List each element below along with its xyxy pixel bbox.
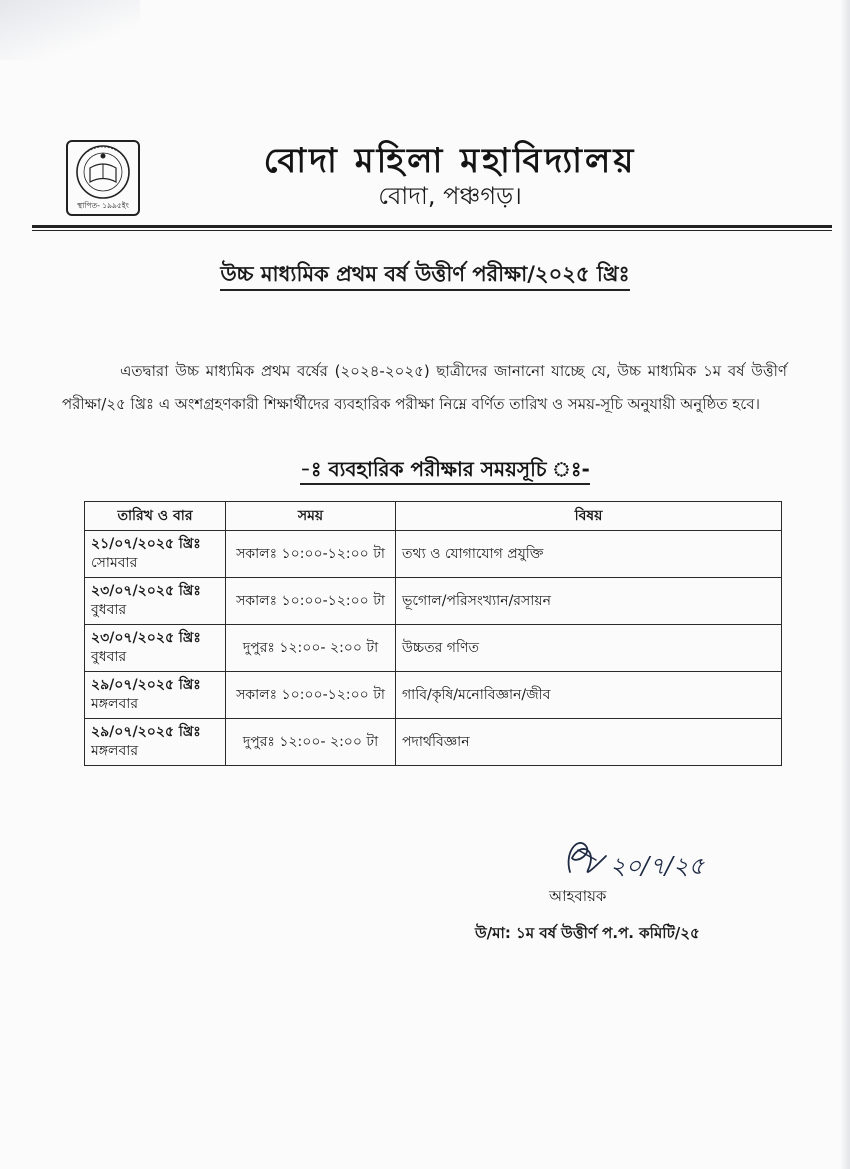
college-name: বোদা মহিলা মহাবিদ্যালয়: [263, 141, 637, 181]
exam-subject: উচ্চতর গণিত: [396, 625, 782, 672]
exam-date: ২৯/০৭/২০২৫ খ্রিঃ: [91, 677, 201, 693]
scan-corner-shade: [0, 0, 140, 60]
table-header-row: [85, 502, 782, 531]
scan-edge-shade: [840, 0, 850, 1169]
exam-day: বুধবার: [91, 602, 127, 618]
exam-date: ২৩/০৭/২০২৫ খ্রিঃ: [91, 630, 201, 646]
table-row: [85, 672, 782, 719]
schedule-heading-text: -ঃ ব্যবহারিক পরীক্ষার সময়সূচি ঃ-: [300, 457, 590, 485]
table-row: [85, 578, 782, 625]
exam-date: ২৩/০৭/২০২৫ খ্রিঃ: [91, 583, 201, 599]
exam-time: সকালঃ ১০:০০-১২:০০ টা: [226, 672, 396, 719]
exam-title: [0, 258, 850, 293]
exam-subject: পদার্থবিজ্ঞান: [396, 719, 782, 766]
exam-subject: তথ্য ও যোগাযোগ প্রযুক্তি: [396, 531, 782, 578]
college-seal-logo: [66, 140, 140, 216]
convener-label: আহবায়ক: [549, 887, 607, 905]
table-row: [85, 719, 782, 766]
seal-emblem-icon: [68, 142, 138, 214]
exam-time: সকালঃ ১০:০০-১২:০০ টা: [226, 531, 396, 578]
convener-signature: [558, 830, 728, 890]
table-row: [85, 531, 782, 578]
exam-subject: ভূগোল/পরিসংখ্যান/রসায়ন: [396, 578, 782, 625]
notice-paragraph: এতদ্বারা উচ্চ মাধ্যমিক প্রথম বর্ষের (২০২৪-২০২৫) ছাত্রীদের জানানো যাচ্ছে যে, উচ্চ মাধ্যমিক ১ম বর্ষ উত্তীর্ণ পরীক্ষা/২৫ খ্রিঃ এ অংশগ্রহণকারী শিক্ষার্থীদের ব্যবহারিক পরীক্ষা নিম্নে বর্ণিত তারিখ ও সময়-সূচি অনুযায়ী অনুষ্ঠিত হবে।: [62, 362, 787, 413]
exam-day: বুধবার: [91, 649, 127, 665]
schedule-heading: [0, 455, 850, 488]
exam-day: মঙ্গলবার: [91, 743, 139, 759]
exam-title-text: উচ্চ মাধ্যমিক প্রথম বর্ষ উত্তীর্ণ পরীক্ষা/২০২৫ খ্রিঃ: [220, 262, 629, 291]
header-subject: বিষয়: [396, 502, 782, 531]
date-cell: [85, 578, 226, 625]
committee-name: উ/মা: ১ম বর্ষ উত্তীর্ণ প.প. কমিটি/২৫: [475, 924, 700, 942]
exam-time: সকালঃ ১০:০০-১২:০০ টা: [226, 578, 396, 625]
date-cell: [85, 625, 226, 672]
header-time: সময়: [226, 502, 396, 531]
exam-day: সোমবার: [91, 555, 138, 571]
practical-exam-schedule-table: [84, 501, 782, 766]
exam-date: ২১/০৭/২০২৫ খ্রিঃ: [91, 536, 201, 552]
header-divider-thin: [32, 230, 832, 231]
exam-date: ২৯/০৭/২০২৫ খ্রিঃ: [91, 724, 201, 740]
exam-time: দুপুরঃ ১২:০০- ২:০০ টা: [226, 625, 396, 672]
date-cell: [85, 531, 226, 578]
signature-date: ২০/৭/২৫: [610, 852, 705, 880]
college-address: বোদা, পঞ্চগড়।: [378, 182, 522, 210]
seal-text: স্থাপিত- ১৯৯৫ইং: [77, 201, 129, 210]
exam-day: মঙ্গলবার: [91, 696, 139, 712]
date-cell: [85, 672, 226, 719]
exam-time: দুপুরঃ ১২:০০- ২:০০ টা: [226, 719, 396, 766]
date-cell: [85, 719, 226, 766]
table-row: [85, 625, 782, 672]
exam-subject: গাবি/কৃষি/মনোবিজ্ঞান/জীব: [396, 672, 782, 719]
header-divider-thick: [32, 225, 832, 228]
header-date-day: তারিখ ও বার: [85, 502, 226, 531]
